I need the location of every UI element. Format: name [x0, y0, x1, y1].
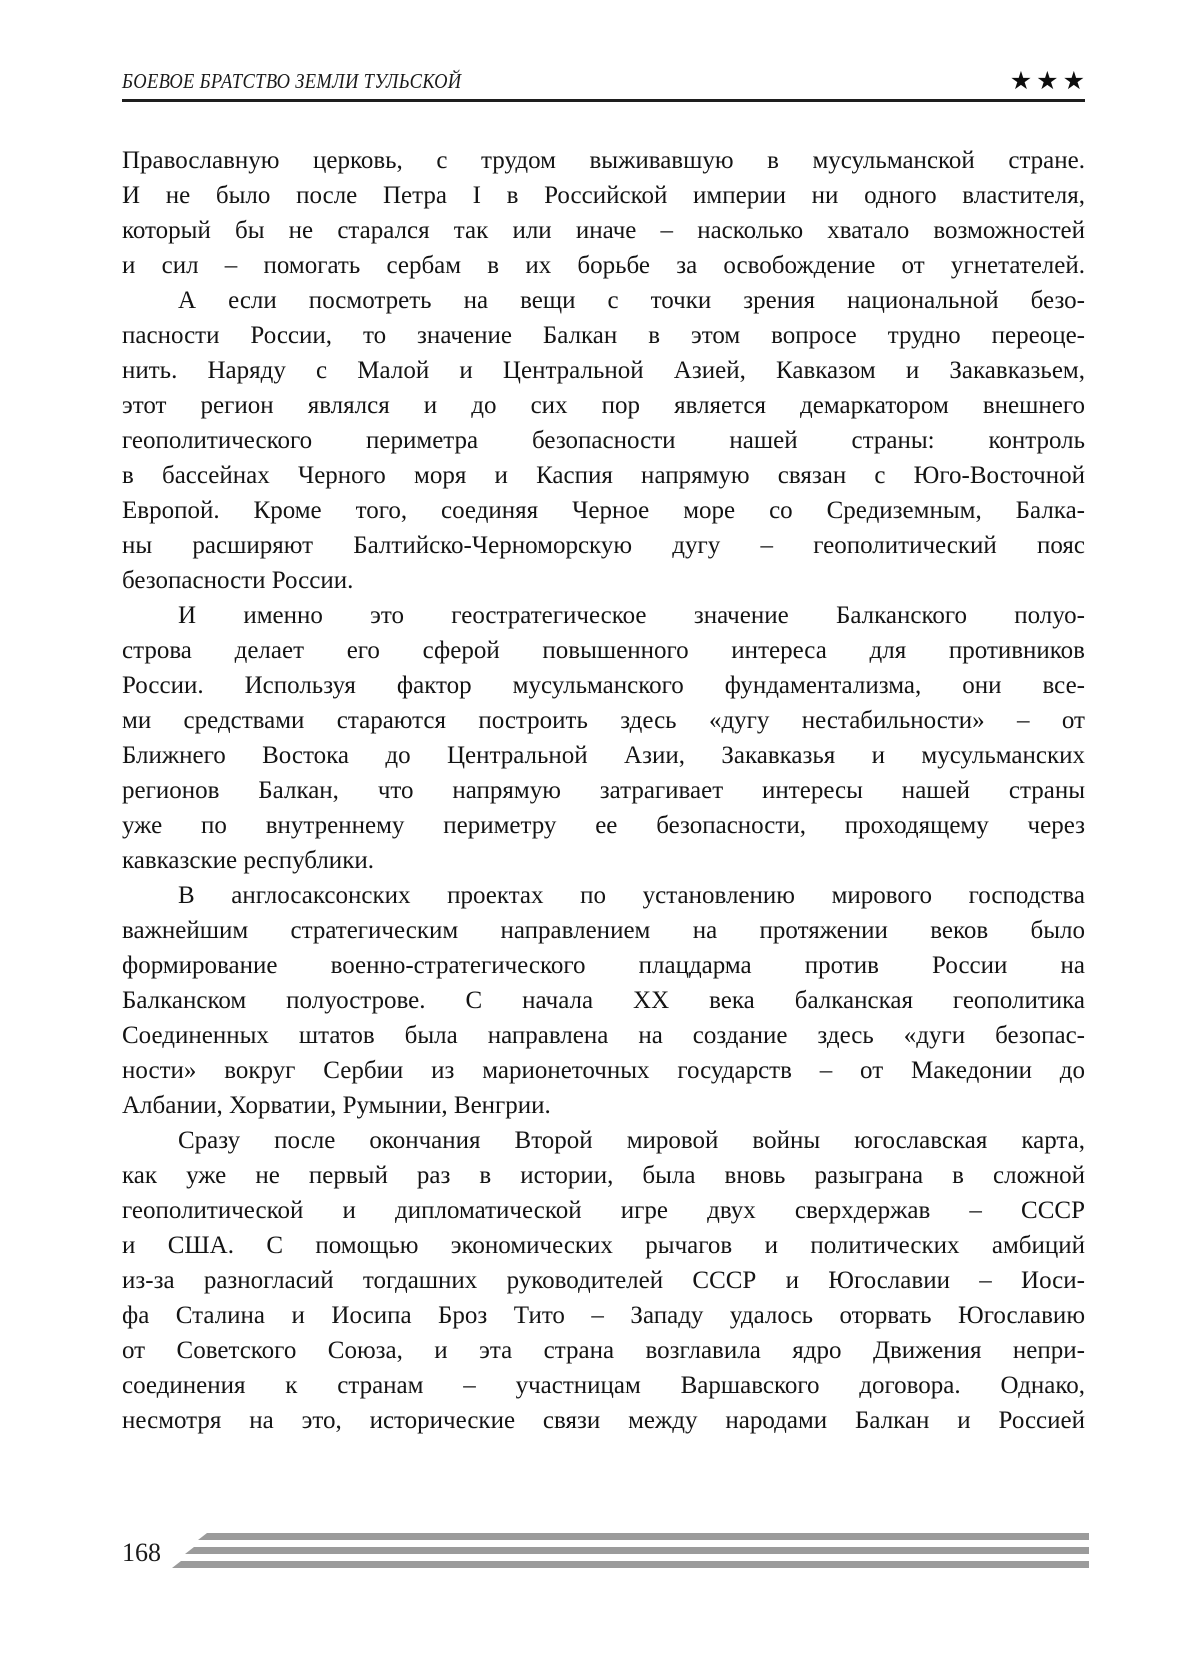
text-line: России. Используя фактор мусульманского фундаментализма, они все- [122, 672, 1085, 699]
header-rule [122, 99, 1085, 102]
running-title: БОЕВОЕ БРАТСТВО ЗЕМЛИ ТУЛЬСКОЙ [122, 69, 462, 93]
footer-stripe [185, 1547, 1089, 1554]
text-line: из-за разногласий тогдашних руководителей СССР и Югославии – Иоси- [122, 1267, 1085, 1294]
text-line: формирование военно-стратегического плацдарма против России на [122, 952, 1085, 979]
text-line: ности» вокруг Сербии из марионеточных государств – от Македонии до [122, 1057, 1085, 1084]
text-line: безопасности России. [122, 567, 354, 594]
text-line: фа Сталина и Иосипа Броз Тито – Западу удалось оторвать Югославию [122, 1302, 1085, 1329]
text-line: ми средствами стараются построить здесь «дугу нестабильности» – от [122, 707, 1085, 734]
paragraph [122, 283, 1085, 598]
text-line: и сил – помогать сербам в их борьбе за освобождение от угнетателей. [122, 252, 1085, 279]
text-line: пасности России, то значение Балкан в этом вопросе трудно переоце- [122, 322, 1085, 349]
page-header [122, 56, 1089, 95]
text-line: кавказские республики. [122, 847, 374, 874]
text-line: В англосаксонских проектах по установлению мирового господства [178, 882, 1085, 909]
text-line: Сразу после окончания Второй мировой войны югославская карта, [178, 1127, 1085, 1154]
text-line: уже по внутреннему периметру ее безопасности, проходящему через [122, 812, 1085, 839]
stars-icon: ★★★ [1009, 68, 1089, 95]
text-line: от Советского Союза, и эта страна возглавила ядро Движения непри- [122, 1337, 1085, 1364]
text-line: Православную церковь, с трудом выживавшую в мусульманской стране. [122, 147, 1085, 174]
text-line: как уже не первый раз в истории, была вновь разыграна в сложной [122, 1162, 1085, 1189]
text-line: геополитического периметра безопасности нашей страны: контроль [122, 427, 1085, 454]
text-line: Европой. Кроме того, соединяя Черное море со Средиземным, Балка- [122, 497, 1085, 524]
text-line: геополитической и дипломатической игре двух сверхдержав – СССР [122, 1197, 1085, 1224]
text-line: Соединенных штатов была направлена на создание здесь «дуги безопас- [122, 1022, 1085, 1049]
page-number: 168 [122, 1538, 161, 1567]
paragraph [122, 143, 1085, 283]
text-line: Балканском полуострове. С начала XX века балканская геополитика [122, 987, 1085, 1014]
text-line: строва делает его сферой повышенного интереса для противников [122, 637, 1085, 664]
text-line: ны расширяют Балтийско-Черноморскую дугу – геополитический пояс [122, 532, 1085, 559]
text-line: регионов Балкан, что напрямую затрагивает интересы нашей страны [122, 777, 1085, 804]
text-line: соединения к странам – участницам Варшавского договора. Однако, [122, 1372, 1085, 1399]
text-line: в бассейнах Черного моря и Каспия напрямую связан с Юго-Восточной [122, 462, 1085, 489]
text-line: И не было после Петра I в Российской империи ни одного властителя, [122, 182, 1085, 209]
paragraph [122, 1123, 1085, 1438]
text-line: который бы не старался так или иначе – насколько хватало возможностей [122, 217, 1085, 244]
text-line: И именно это геостратегическое значение Балканского полуо- [178, 602, 1085, 629]
text-line: Албании, Хорватии, Румынии, Венгрии. [122, 1092, 551, 1119]
footer-stripe [198, 1533, 1089, 1540]
text-line: Ближнего Востока до Центральной Азии, Закавказья и мусульманских [122, 742, 1085, 769]
paragraph [122, 598, 1085, 878]
text-line: нить. Наряду с Малой и Центральной Азией, Кавказом и Закавказьем, [122, 357, 1085, 384]
text-line: этот регион являлся и до сих пор является демаркатором внешнего [122, 392, 1085, 419]
text-line: и США. С помощью экономических рычагов и политических амбиций [122, 1232, 1085, 1259]
footer-stripe [172, 1561, 1089, 1568]
text-line: важнейшим стратегическим направлением на протяжении веков было [122, 917, 1085, 944]
text-line: несмотря на это, исторические связи между народами Балкан и Россией [122, 1407, 1085, 1434]
body-text [122, 143, 1085, 1438]
text-line: А если посмотреть на вещи с точки зрения национальной безо- [178, 287, 1085, 314]
paragraph [122, 878, 1085, 1123]
